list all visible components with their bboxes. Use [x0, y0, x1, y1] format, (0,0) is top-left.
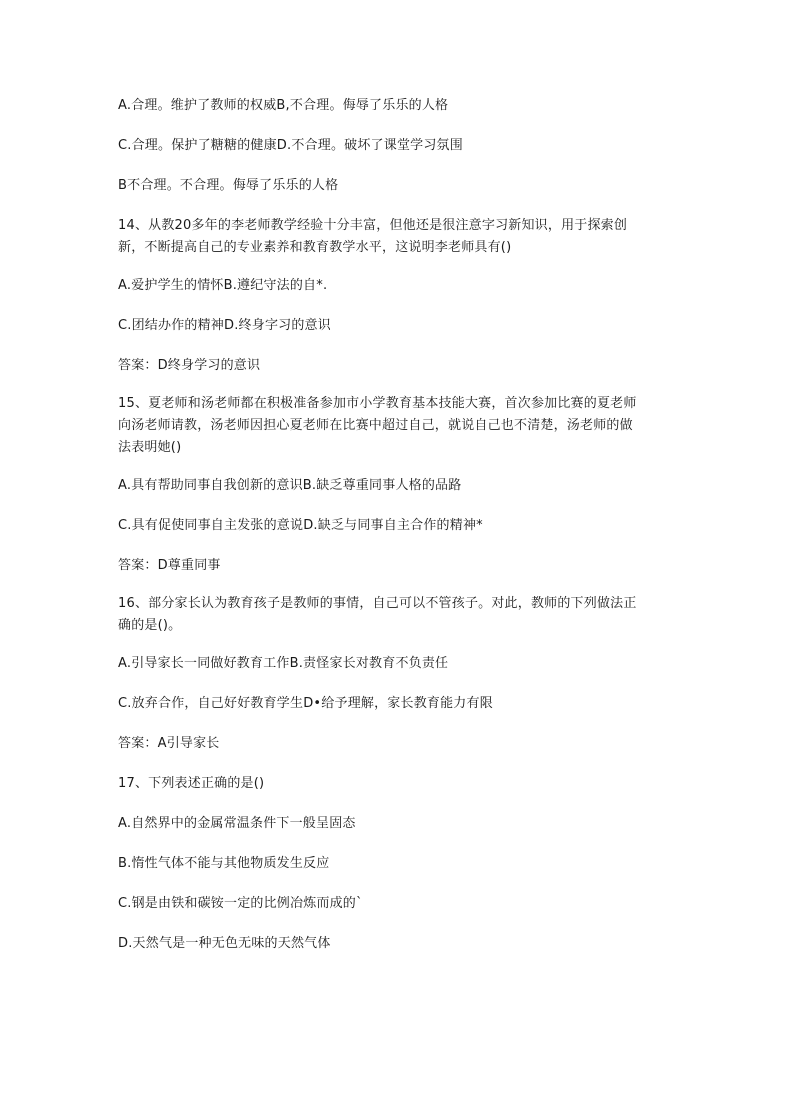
question-17-option-b: B.惰性气体不能与其他物质发生反应 — [118, 856, 330, 871]
answer-line: B不合理。不合理。侮辱了乐乐的人格 — [118, 178, 339, 193]
question-14-line-1: 14、从教20多年的李老师教学经验十分丰富，但他还是很注意字习新知识，用于探索创 — [118, 218, 628, 233]
question-16-option-a-b: A.引导家长一同做好教育工作B.责怪家长对教育不负责任 — [118, 656, 449, 671]
question-16-answer: 答案：A引导家长 — [118, 736, 220, 751]
question-17-option-a: A.自然界中的金属常温条件下一般呈固态 — [118, 816, 356, 831]
question-15-line-2: 向汤老师请教，汤老师因担心夏老师在比赛中超过自己，就说自己也不清楚，汤老师的做 — [118, 418, 633, 433]
question-16-option-c-d: C.放弃合作，自己好好教育学生D•给予理解，家长教育能力有限 — [118, 696, 493, 711]
option-line-c-d: C.合理。保护了糖糖的健康D.不合理。破坏了课堂学习氛围 — [118, 138, 463, 153]
question-14-line-2: 新，不断提高自己的专业素养和教育教学水平，这说明李老师具有() — [118, 240, 512, 255]
question-14-answer: 答案：D终身学习的意识 — [118, 358, 261, 373]
option-line-a-b: A.合理。维护了教师的权威B,不合理。侮辱了乐乐的人格 — [118, 98, 449, 113]
question-14-option-a-b: A.爱护学生的情怀B.遵纪守法的自*. — [118, 278, 328, 293]
question-15-line-3: 法表明她() — [118, 440, 182, 455]
question-17-stem: 17、下列表述正确的是() — [118, 776, 265, 791]
question-15-option-a-b: A.具有帮助同事自我创新的意识B.缺乏尊重同事人格的品路 — [118, 478, 462, 493]
question-15-option-c-d: C.具有促使同事自主发张的意说D.缺乏与同事自主合作的精神* — [118, 518, 483, 533]
question-17-option-d: D.天然气是一种无色无味的天然气体 — [118, 936, 331, 951]
question-16-line-1: 16、部分家长认为教育孩子是教师的事情，自己可以不管孩子。对此，教师的下列做法正 — [118, 596, 637, 611]
question-17-option-c: C.钢是由铁和碳铵一定的比例冶炼而成的` — [118, 896, 363, 911]
question-16-line-2: 确的是()。 — [118, 618, 182, 633]
question-14-option-c-d: C.团结办作的精神D.终身字习的意识 — [118, 318, 331, 333]
question-15-answer: 答案：D尊重同事 — [118, 558, 221, 573]
question-15-line-1: 15、夏老师和汤老师都在积极准备参加市小学教育基本技能大赛，首次参加比赛的夏老师 — [118, 396, 637, 411]
